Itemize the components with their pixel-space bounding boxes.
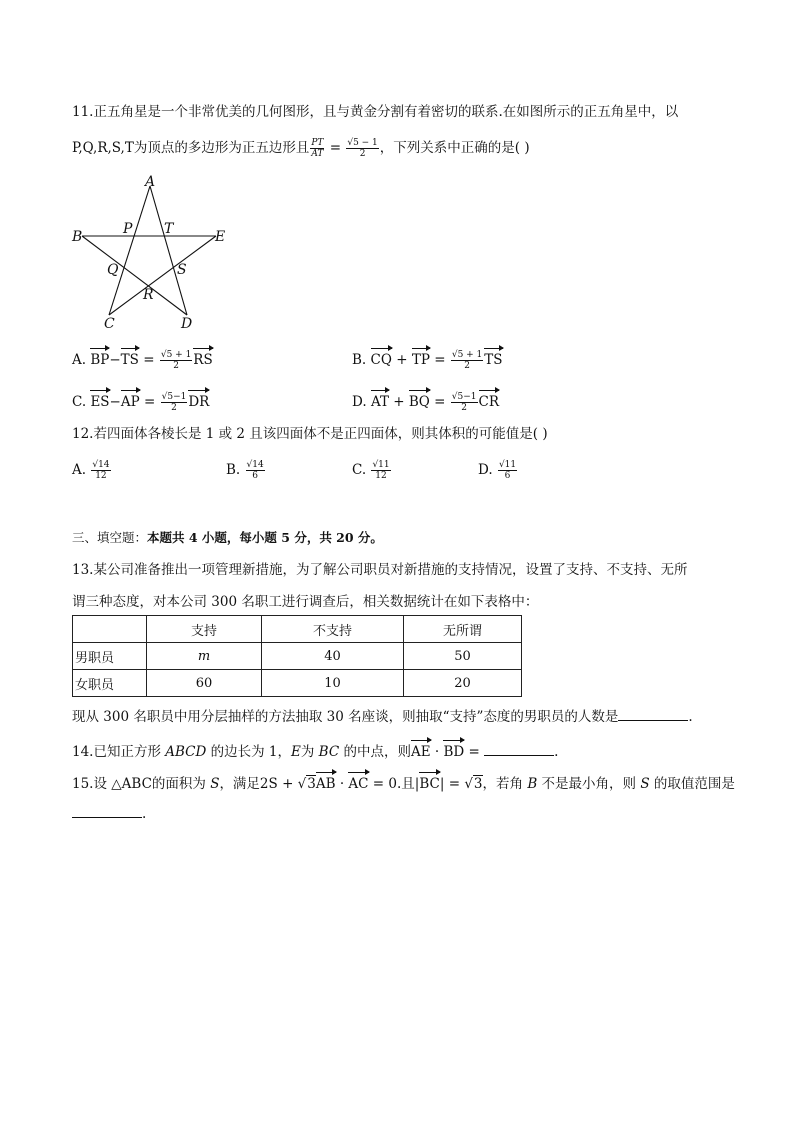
table-cell: 10	[262, 670, 404, 697]
table-cell: 60	[147, 670, 262, 697]
table-row	[73, 670, 522, 697]
pentagram-figure	[68, 172, 238, 334]
label-T: T	[164, 221, 174, 237]
q14-text: 14.已知正方形 ABCD 的边长为 1，E为 BC 的中点，则AE · BD = .	[72, 739, 558, 762]
q12-option-a[interactable]: A. $\frac{√14}{12}$	[72, 460, 110, 481]
q15-text: 15.设 △ABC的面积为 S，满足2S + √3AB · AC = 0.且|BC| = √3，若角 B 不是最小角，则 S 的取值范围是	[72, 771, 735, 794]
table-cell: 40	[262, 643, 404, 670]
line-A-D	[150, 186, 187, 315]
q15-answer-blank[interactable]	[72, 803, 142, 818]
q11-option-b[interactable]: B. CQ + TP = $\frac{√5 + 1}{2}$ TS	[352, 347, 503, 371]
label-P: P	[123, 221, 133, 237]
label-B: B	[72, 229, 83, 245]
q13-line3: 现从 300 名职员中用分层抽样的方法抽取 30 名座谈，则抽取“支持”态度的男职员的人数是 .	[72, 706, 693, 727]
label-S: S	[177, 262, 187, 278]
q13-answer-blank[interactable]	[618, 706, 688, 721]
q13-line2: 谓三种态度，对本公司 300 名职工进行调查后，相关数据统计在如下表格中：	[72, 594, 539, 610]
label-D: D	[181, 316, 193, 332]
table-header-row	[73, 616, 522, 643]
table-row	[73, 643, 522, 670]
q11-option-a[interactable]: A. BP−TS = $\frac{√5 + 1}{2}$ RS	[72, 347, 213, 371]
label-A: A	[145, 174, 156, 190]
table-cell: 20	[404, 670, 522, 697]
q11-line2-pre: P,Q,R,S,T为顶点的多边形为正五边形且	[72, 140, 310, 156]
q11-line2: P,Q,R,S,T为顶点的多边形为正五边形且 $\frac{PT}{AT}$ = $\frac{√5 - 1}{2}$ ，下列关系中正确的是( )	[72, 138, 530, 159]
label-Q: Q	[107, 262, 119, 278]
q11-line1: 11.正五角星是一个非常优美的几何图形，且与黄金分割有着密切的联系.在如图所示的正五角星中，以	[72, 104, 679, 120]
q15-answer-line: .	[72, 803, 146, 824]
table-header-empty	[73, 616, 147, 643]
q11-gold-frac: $\frac{√5 - 1}{2}$	[347, 138, 378, 159]
table-header: 支持	[147, 616, 262, 643]
label-R: R	[143, 287, 154, 303]
q13-line1: 13.某公司准备推出一项管理新措施，为了解公司职员对新措施的支持情况，设置了支持、不支持、无所	[72, 562, 688, 578]
q11-line2-post: ，下列关系中正确的是( )	[379, 140, 530, 156]
q12-option-c[interactable]: C. $\frac{√11}{12}$	[352, 460, 390, 481]
q11-ratio-frac: $\frac{PT}{AT}$	[311, 138, 324, 159]
label-C: C	[104, 316, 115, 332]
table-header: 不支持	[262, 616, 404, 643]
q12-option-d[interactable]: D. $\frac{√11}{6}$	[478, 460, 517, 481]
table-cell: 男职员	[73, 643, 147, 670]
table-cell: 50	[404, 643, 522, 670]
q12-option-b[interactable]: B. $\frac{√14}{6}$	[226, 460, 264, 481]
q11-option-d[interactable]: D. AT + BQ = $\frac{√5-1}{2}$ CR	[352, 389, 499, 413]
table-cell: 女职员	[73, 670, 147, 697]
label-E: E	[215, 229, 226, 245]
table-header: 无所谓	[404, 616, 522, 643]
q12-text: 12.若四面体各棱长是 1 或 2 且该四面体不是正四面体，则其体积的可能值是( )	[72, 426, 548, 442]
table-cell: m	[147, 643, 262, 670]
q13-table	[72, 615, 522, 697]
section3-heading: 三、填空题：本题共 4 小题，每小题 5 分，共 20 分。	[72, 530, 383, 545]
q11-option-c[interactable]: C. ES−AP = $\frac{√5-1}{2}$ DR	[72, 389, 209, 413]
q14-answer-blank[interactable]	[484, 741, 554, 756]
line-E-C	[109, 236, 216, 315]
line-B-D	[82, 236, 187, 315]
